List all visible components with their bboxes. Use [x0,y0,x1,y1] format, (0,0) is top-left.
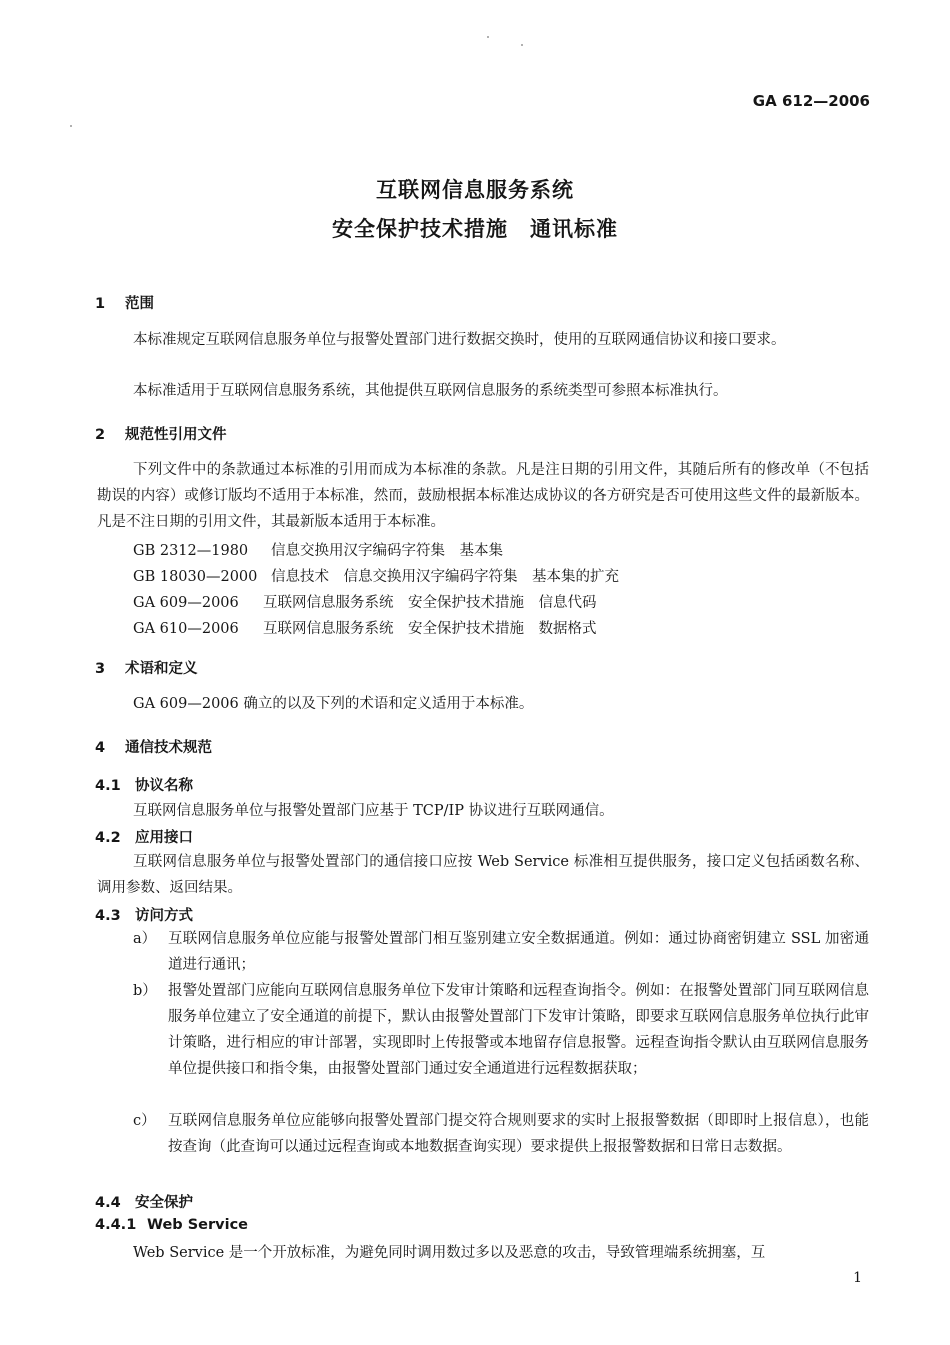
reference-name: 信息技术 信息交换用汉字编码字符集 基本集的扩充 [271,569,619,585]
reference-item [133,539,503,560]
section-number: 3 [95,661,106,677]
reference-item [133,565,619,586]
list-item-text: 互联网信息服务单位应能够向报警处置部门提交符合规则要求的实时上报报警数据（即即时上报信息），也能按查询（此查询可以通过远程查询或本地数据查询实现）要求提供上报报警数据和日常日志数据。 [168,1113,869,1155]
section-number: 4.1 [95,778,121,794]
section-4-2-heading [95,826,193,847]
section-number: 4.4 [95,1195,121,1211]
reference-name: 信息交换用汉字编码字符集 基本集 [271,543,503,559]
section-title: Web Service [147,1217,249,1233]
reference-item [133,617,597,638]
section-title: 访问方式 [135,908,193,924]
title-line-1: 互联网信息服务系统 [376,178,574,202]
scan-speck [487,36,489,38]
standard-number: GA 612—2006 [752,92,870,110]
list-item-b [133,978,869,1082]
section-4-3-heading [95,904,193,925]
section-4-2-paragraph: 互联网信息服务单位与报警处置部门的通信接口应按 Web Service 标准相互提供服务，接口定义包括函数名称、调用参数、返回结果。 [97,854,869,896]
list-item-text: 互联网信息服务单位应能与报警处置部门相互鉴别建立安全数据通道。例如：通过协商密钥建立 SSL 加密通道进行通讯； [168,931,869,973]
section-4-4-1-heading [95,1217,248,1233]
reference-item [133,591,597,612]
section-3-paragraph-1: GA 609—2006 确立的以及下列的术语和定义适用于本标准。 [133,696,534,712]
section-title: 应用接口 [135,830,193,846]
reference-code: GB 2312—1980 [133,543,249,559]
section-title: 通信技术规范 [125,740,212,756]
scan-speck [70,125,72,127]
section-title: 协议名称 [135,778,193,794]
section-2-paragraph-1: 下列文件中的条款通过本标准的引用而成为本标准的条款。凡是注日期的引用文件，其随后所有的修改单（不包括勘误的内容）或修订版均不适用于本标准，然而，鼓励根据本标准达成协议的各方研究是否可使用这些文件的最新版本。凡是不注日期的引用文件，其最新版本适用于本标准。 [97,462,869,530]
list-item-c [133,1108,869,1160]
list-item-a [133,926,869,978]
section-4-1-paragraph: 互联网信息服务单位与报警处置部门应基于 TCP/IP 协议进行互联网通信。 [133,803,614,819]
section-title: 安全保护 [135,1195,193,1211]
section-title: 术语和定义 [125,661,198,677]
reference-name: 互联网信息服务系统 安全保护技术措施 信息代码 [263,595,597,611]
section-4-4-heading [95,1191,193,1212]
scan-speck [521,44,523,46]
list-item-text: 报警处置部门应能向互联网信息服务单位下发审计策略和远程查询指令。例如：在报警处置部门同互联网信息服务单位建立了安全通道的前提下，默认由报警处置部门下发审计策略，即要求互联网信息服务单位执行此审计策略，进行相应的审计部署，实现即时上传报警或本地留存信息报警。远程查询指令默认由互联网信息服务单位提供接口和指令集，由报警处置部门通过安全通道进行远程数据获取； [168,983,869,1077]
section-3-heading [95,657,198,678]
section-number: 4 [95,740,106,756]
section-2-heading [95,423,227,444]
page-number: 1 [853,1270,862,1286]
section-1-heading [95,292,154,313]
section-number: 4.2 [95,830,121,846]
reference-code: GA 609—2006 [133,595,239,611]
section-title: 范围 [125,296,154,312]
reference-code: GB 18030—2000 [133,569,258,585]
title-line-2: 安全保护技术措施 通讯标准 [332,217,618,241]
list-item-label: c） [133,1113,156,1129]
section-title: 规范性引用文件 [125,427,227,443]
section-1-paragraph-1: 本标准规定互联网信息服务单位与报警处置部门进行数据交换时，使用的互联网通信协议和接口要求。 [133,332,786,348]
section-number: 4.3 [95,908,121,924]
section-number: 2 [95,427,106,443]
list-item-label: a） [133,931,157,947]
section-4-4-1-paragraph: Web Service 是一个开放标准，为避免同时调用数过多以及恶意的攻击，导致管理端系统拥塞，互 [133,1245,766,1261]
list-item-label: b） [133,983,157,999]
section-4-1-heading [95,774,193,795]
section-number: 1 [95,296,106,312]
reference-code: GA 610—2006 [133,621,239,637]
reference-name: 互联网信息服务系统 安全保护技术措施 数据格式 [263,621,597,637]
section-number: 4.4.1 [95,1217,137,1233]
section-1-paragraph-2: 本标准适用于互联网信息服务系统，其他提供互联网信息服务的系统类型可参照本标准执行。 [133,383,728,399]
section-4-heading [95,736,212,757]
